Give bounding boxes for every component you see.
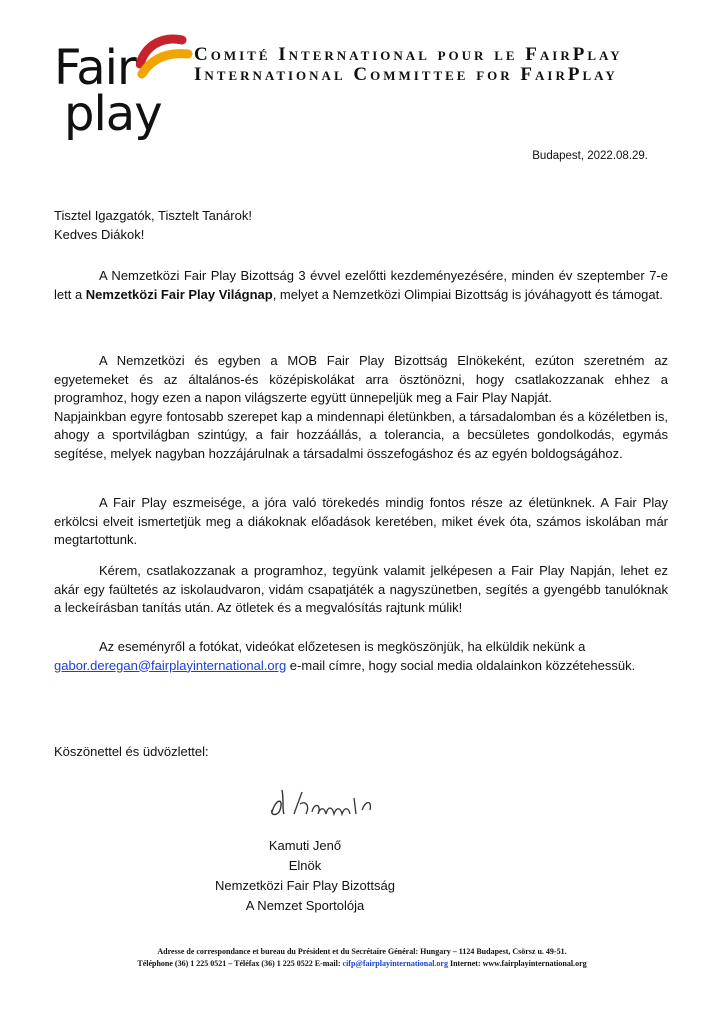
footer-contact: [0, 958, 724, 970]
handwritten-signature: [262, 784, 392, 824]
para2-text-a: A Nemzetközi és egyben a MOB Fair Play Bizottság Elnökeként, ezúton szeretném az egyetemeket és az általános-és középiskolákat arra ösztönözni, hogy csatlakozzanak ehhez a programhoz, hogy ezen a napon világszerte együtt ünnepeljük meg a Fair Play Napját.: [54, 353, 668, 405]
paragraph-4: [54, 562, 668, 618]
para5-text-pre: Az eseményről a fotókat, videókat előzetesen is megköszönjük, ha elküldik nekünk a: [99, 639, 586, 654]
para5-text-post: e-mail címre, hogy social media oldalainkon közzétehessük.: [286, 657, 636, 673]
footer-address: Adresse de correspondance et bureau du Président et du Secrétaire Général: Hungary – 1124 Budapest, Csörsz u. 49-51.: [157, 947, 567, 956]
logo-word-fair: Fair: [54, 40, 136, 96]
greeting-line-1: Tisztel Igazgatók, Tisztelt Tanárok!: [54, 208, 252, 223]
org-name-english: International Committee for FairPlay: [194, 64, 618, 85]
signer-title: Elnök: [288, 858, 322, 873]
email-link[interactable]: gabor.deregan@fairplayinternational.org: [54, 657, 287, 673]
org-name-french: Comité International pour le FairPlay: [194, 44, 623, 65]
closing: Köszönettel és üdvözlettel:: [54, 744, 209, 759]
greeting-line-2: Kedves Diákok!: [54, 226, 145, 242]
logo-word-play: play: [64, 86, 162, 142]
paragraph-5: [54, 638, 668, 675]
para4-text: Kérem, csatlakozzanak a programhoz, tegyünk valamit jelképesen a Fair Play Napján, lehet ez akár egy faültetés az iskolaudvaron, vidám csapatjáték a nagyszünetben, segítés a gyengébb tanulóknak a leckeírásban tanítás után. Az ötletek és a megvalósítás rajtunk múlik!: [54, 563, 668, 615]
signer-block: [200, 836, 410, 916]
para3-text: A Fair Play eszmeisége, a jóra való törekedés mindig fontos része az életünknek. A Fair Play erkölcsi elveit ismertetjük meg a diákoknak előadások keretében, miket évek óta, számos iskolában már megtartottunk.: [54, 495, 668, 547]
paragraph-2: [54, 352, 668, 463]
logo-arc-icon: [136, 30, 196, 80]
footer-phone: Téléphone (36) 1 225 0521 – Téléfax (36) 1 225 0522 E-mail:: [137, 959, 343, 968]
letter-footer: [0, 946, 724, 970]
footer-email-link[interactable]: cifp@fairplayinternational.org: [342, 959, 448, 968]
footer-internet: Internet: www.fairplayinternational.org: [447, 959, 587, 968]
letter-date: Budapest, 2022.08.29.: [532, 150, 648, 162]
para1-text-post: , melyet a Nemzetközi Olimpiai Bizottság is jóváhagyott és támogat.: [272, 286, 663, 302]
para2-text-b: Napjainkban egyre fontosabb szerepet kap a mindennapi életünkben, a társadalomban és a közéletben is, ahogy a sportvilágban szintúgy, a fair hozzáállás, a tolerancia, a becsületes gondolkodás, egymás segítése, melyek nagyban hozzájárulnak a társadalmi összefogáshoz és az egyén boldogságához.: [54, 408, 668, 461]
para1-bold: Nemzetközi Fair Play Világnap: [85, 286, 273, 302]
signer-name: Kamuti Jenő: [268, 838, 342, 853]
signer-organization: Nemzetközi Fair Play Bizottság: [215, 878, 395, 893]
signer-honor: A Nemzet Sportolója: [245, 898, 365, 913]
paragraph-3: [54, 494, 668, 550]
para1-text-pre: A Nemzetközi Fair Play Bizottság 3 évvel ezelőtti kezdeményezésére, minden év szeptember 7-e lett a: [54, 268, 668, 302]
paragraph-1: [54, 267, 668, 304]
fairplay-logo: [54, 30, 194, 145]
greeting: [54, 207, 668, 244]
